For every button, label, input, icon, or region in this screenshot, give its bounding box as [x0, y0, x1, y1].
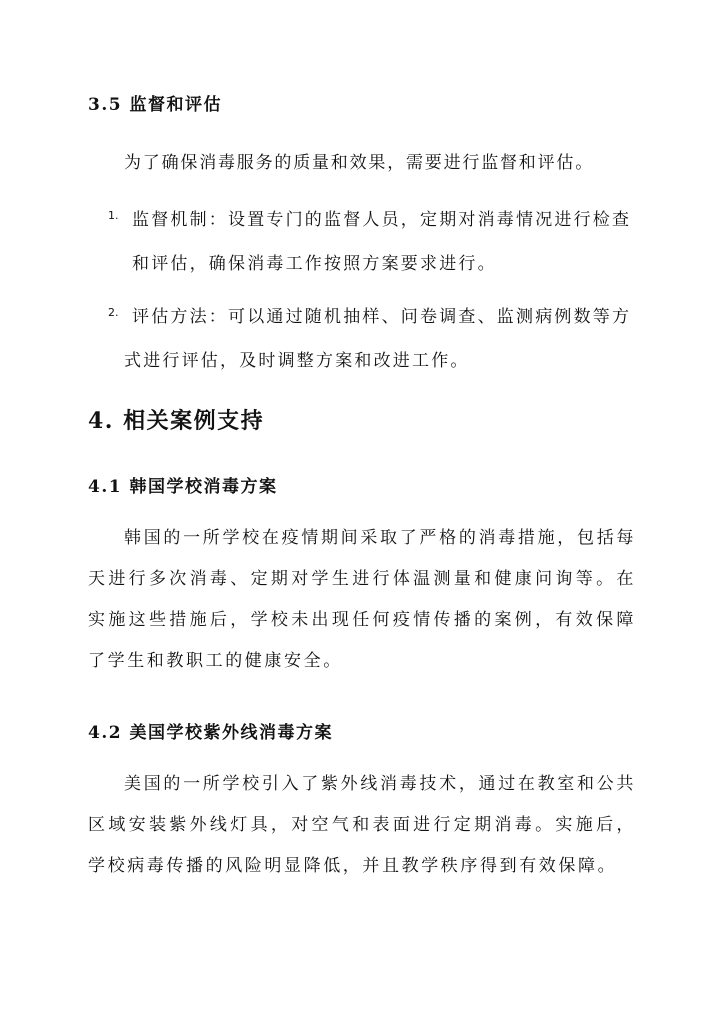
list-item-line: 式进行评估，及时调整方案和改进工作。 [124, 351, 470, 371]
section-3-5-heading: 3.5 监督和评估 [88, 95, 222, 115]
section-4-1-heading: 4.1 韩国学校消毒方案 [88, 477, 278, 497]
section-4-1-body: 韩国的一所学校在疫情期间采取了严格的消毒措施，包括每天进行多次消毒、定期对学生进行体温测量和健康问询等。在实施这些措施后，学校未出现任何疫情传播的案例，有效保障了学生和教职工的健康安全。 [88, 528, 636, 671]
section-4-2-heading: 4.2 美国学校紫外线消毒方案 [88, 723, 333, 743]
list-number: 1. [108, 209, 119, 222]
list-item-line: 评估方法：可以通过随机抽样、问卷调查、监测病例数等方 [132, 307, 632, 327]
section-3-5-intro: 为了确保消毒服务的质量和效果，需要进行监督和评估。 [124, 153, 594, 173]
list-item-line: 和评估，确保消毒工作按照方案要求进行。 [132, 254, 497, 274]
section-4-heading: 4. 相关案例支持 [88, 408, 265, 434]
list-item-line: 监督机制：设置专门的监督人员，定期对消毒情况进行检查 [132, 210, 632, 230]
list-number: 2. [108, 306, 119, 319]
section-4-2-body: 美国的一所学校引入了紫外线消毒技术，通过在教室和公共区域安装紫外线灯具，对空气和表面进行定期消毒。实施后，学校病毒传播的风险明显降低，并且教学秩序得到有效保障。 [88, 774, 636, 876]
